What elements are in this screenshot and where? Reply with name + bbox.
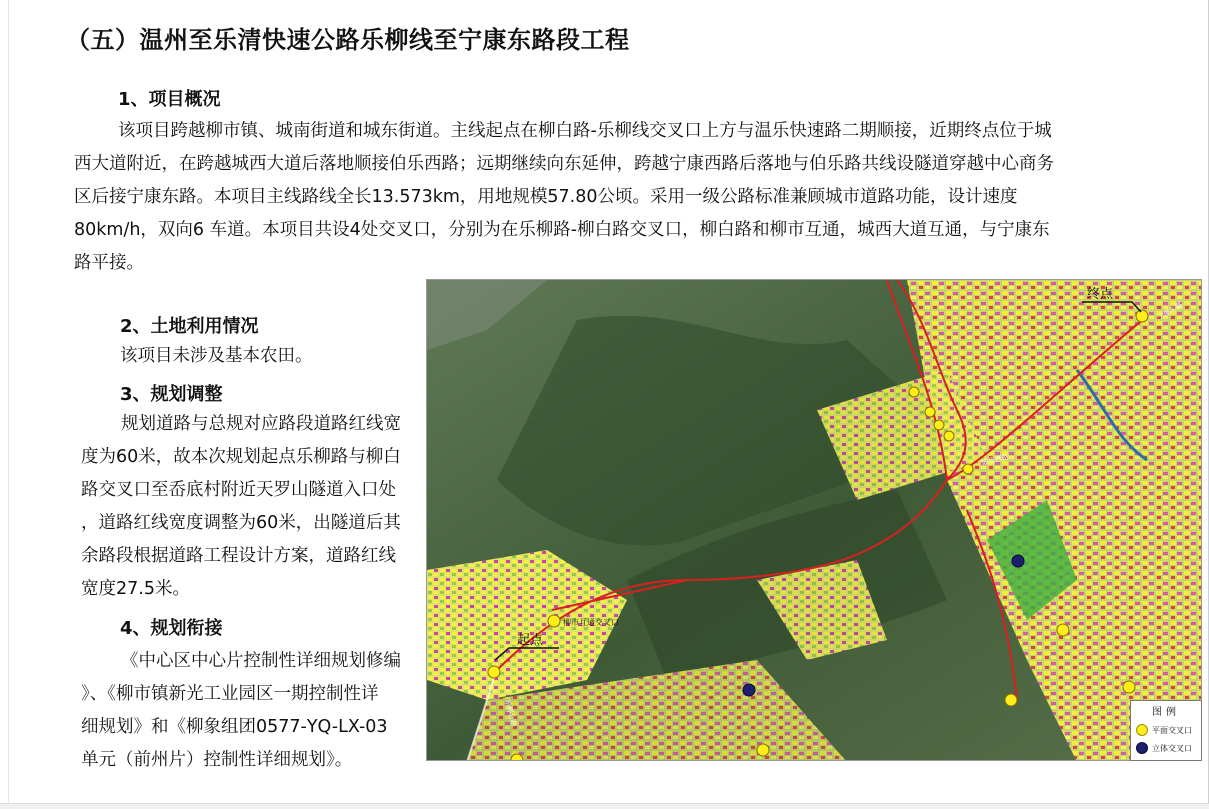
text-line: 细规划》和《柳象组团0577-YQ-LX-03 xyxy=(81,717,388,737)
paragraph-plan-adjustment xyxy=(81,408,401,606)
heading-plan-adjustment: 3、规划调整 xyxy=(120,384,223,405)
heading-plan-link: 4、规划衔接 xyxy=(120,618,223,639)
text-line: ，道路红线宽度调整为60米，出隧道后其 xyxy=(81,513,401,533)
page-bottom-edge xyxy=(0,803,1209,809)
junction-dot xyxy=(944,431,954,441)
text-line: 规划道路与总规对应路段道路红线宽 xyxy=(121,414,401,434)
junction-dot xyxy=(548,615,560,627)
junction-dot xyxy=(963,464,973,474)
text-line: 度为60米，故本次规划起点乐柳路与柳白 xyxy=(81,447,401,467)
text-line: 路交叉口至岙底村附近天罗山隧道入口处 xyxy=(81,480,396,500)
paragraph-plan-link xyxy=(81,645,401,777)
text-line: 余路段根据道路工程设计方案，道路红线 xyxy=(81,546,396,566)
interchange-label: 柳市互通交叉口 xyxy=(563,618,619,627)
heading-overview: 1、项目概况 xyxy=(118,89,221,110)
junction-dot xyxy=(934,420,944,430)
page-title: （五）温州至乐清快速公路乐柳线至宁康东路段工程 xyxy=(66,26,630,54)
legend-label: 立体交叉口 xyxy=(1152,743,1192,753)
junction-dot xyxy=(909,387,919,397)
text-line: 该项目跨越柳市镇、城南街道和城东街道。主线起点在柳白路-乐柳线交叉口上方与温乐快速路二期顺接，近期终点位于城 xyxy=(118,121,1052,141)
text-line: 《中心区中心片控制性详细规划修编 xyxy=(121,651,401,671)
road-label-west: 乐柳公路 xyxy=(503,698,519,728)
aerial-route-map xyxy=(426,279,1202,761)
junction-dot xyxy=(1136,310,1148,322)
junction-dot xyxy=(511,754,523,761)
road-label-east: 宁康东路 xyxy=(1156,300,1185,322)
page-left-edge xyxy=(8,0,9,809)
start-label: 起点 xyxy=(517,633,544,648)
map-legend xyxy=(1130,700,1202,761)
yellow-dot-icon xyxy=(1136,724,1148,736)
paragraph-overview xyxy=(74,115,1204,280)
navy-dot-icon xyxy=(1136,742,1148,754)
text-line: 该项目未涉及基本农田。 xyxy=(120,346,313,366)
paragraph-land-use xyxy=(120,340,313,373)
interchange-dot xyxy=(1012,555,1024,567)
text-line: 宽度27.5米。 xyxy=(81,579,190,599)
text-line: 80km/h，双向6 车道。本项目共设4处交叉口，分别为在乐柳路-柳白路交叉口，柳白路和柳市互通，城西大道互通，与宁康东 xyxy=(74,220,1050,240)
text-line: 路平接。 xyxy=(74,253,144,273)
junction-dot xyxy=(757,744,769,756)
junction-dot xyxy=(1005,694,1017,706)
junction-dot xyxy=(1057,624,1069,636)
legend-item-at-grade xyxy=(1136,724,1201,736)
junction-dot xyxy=(1123,681,1135,693)
text-line: 》、《柳市镇新光工业园区一期控制性详 xyxy=(81,684,379,704)
text-line: 西大道附近，在跨越城西大道后落地顺接伯乐西路；远期继续向东延伸，跨越宁康西路后落地与伯乐路共线设隧道穿越中心商务 xyxy=(74,154,1054,174)
legend-title: 图例 xyxy=(1152,707,1180,718)
junction-dot xyxy=(488,666,500,678)
heading-land-use: 2、土地利用情况 xyxy=(120,316,259,337)
legend-label: 平面交叉口 xyxy=(1152,725,1192,735)
interchange-dot xyxy=(743,684,755,696)
end-label: 终点 xyxy=(1087,287,1114,302)
legend-item-grade-separated xyxy=(1136,742,1201,754)
text-line: 单元（前州片）控制性详细规划》。 xyxy=(81,750,353,770)
junction-dot xyxy=(925,407,935,417)
map-canvas xyxy=(427,280,1202,761)
road-label-mid: 伯乐西路 xyxy=(980,453,1010,467)
text-line: 区后接宁康东路。本项目主线路线全长13.573km，用地规模57.80公顷。采用一级公路标准兼顾城市道路功能，设计速度 xyxy=(74,187,1018,207)
